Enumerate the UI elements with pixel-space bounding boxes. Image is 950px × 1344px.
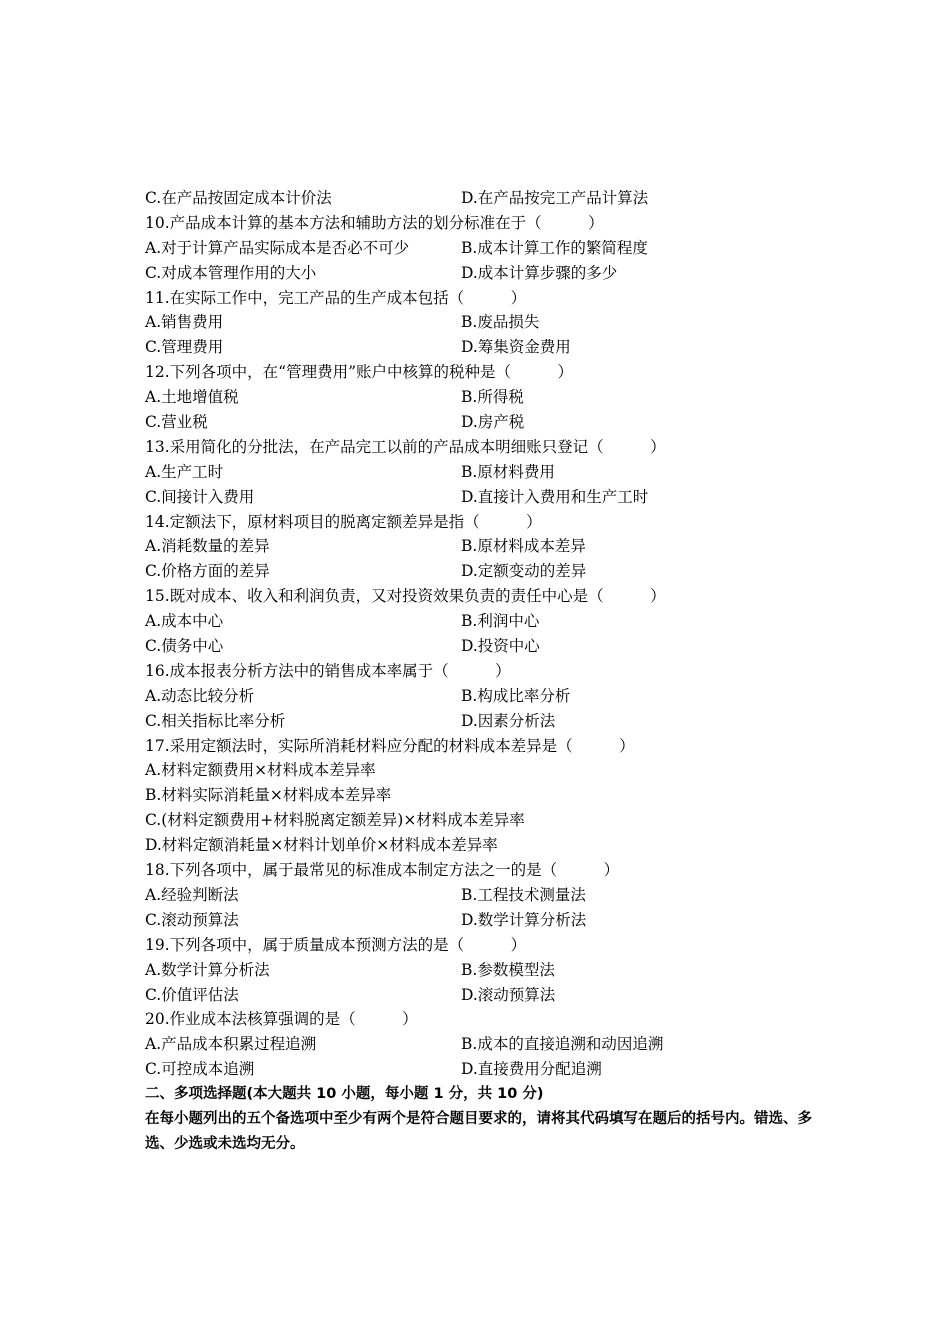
q13-option-c: C.间接计入费用 [145,487,255,506]
q19-option-b: B.参数模型法 [461,960,555,979]
q16-option-b: B.构成比率分析 [461,686,571,705]
q12-options-cd [145,410,815,435]
q18-option-b: B.工程技术测量法 [461,885,586,904]
q11-options-ab [145,310,815,335]
q19-option-d: D.滚动预算法 [461,985,556,1004]
q10-stem: 10.产品成本计算的基本方法和辅助方法的划分标准在于（ ） [145,213,604,232]
q17-option-c: C.(材料定额费用+材料脱离定额差异)×材料成本差异率 [145,811,525,830]
q20-options-cd [145,1057,815,1082]
exam-page [145,186,815,1157]
q15-option-b: B.利润中心 [461,612,540,631]
q14-option-b: B.原材料成本差异 [461,537,586,556]
q17-option-a: A.材料定额费用×材料成本差异率 [145,761,376,780]
q15-option-c: C.债务中心 [145,637,224,656]
q13-stem: 13.采用简化的分批法，在产品完工以前的产品成本明细账只登记（ ） [145,437,666,456]
q15-option-d: D.投资中心 [461,637,540,656]
q14-option-a: A.消耗数量的差异 [145,537,270,556]
q12-option-c: C.营业税 [145,413,208,432]
q10-option-c: C.对成本管理作用的大小 [145,263,317,282]
q11-option-c: C.管理费用 [145,338,224,357]
q18-option-a: A.经验判断法 [145,885,239,904]
q11-options-cd [145,335,815,360]
q18-option-c: C.滚动预算法 [145,910,239,929]
q12-options-ab [145,385,815,410]
q12-stem: 12.下列各项中，在“管理费用”账户中核算的税种是（ ） [145,363,574,382]
q20-option-a: A.产品成本积累过程追溯 [145,1035,317,1054]
q14-options-cd [145,559,815,584]
q14-options-ab [145,534,815,559]
q10-option-d: D.成本计算步骤的多少 [461,263,618,282]
q11-option-d: D.筹集资金费用 [461,338,571,357]
q19-options-cd [145,983,815,1008]
q19-option-a: A.数学计算分析法 [145,960,270,979]
q9-options-cd [145,186,815,211]
q20-option-c: C.可控成本追溯 [145,1060,255,1079]
q13-option-d: D.直接计入费用和生产工时 [461,487,649,506]
q14-stem: 14.定额法下，原材料项目的脱离定额差异是指（ ） [145,512,542,531]
q16-option-d: D.因素分析法 [461,711,556,730]
q15-options-cd [145,634,815,659]
q10-option-b: B.成本计算工作的繁简程度 [461,238,648,257]
q12-option-b: B.所得税 [461,388,524,407]
q10-option-a: A.对于计算产品实际成本是否必不可少 [145,238,410,257]
q18-options-ab [145,883,815,908]
q13-options-cd [145,485,815,510]
q11-stem: 11.在实际工作中，完工产品的生产成本包括（ ） [145,288,527,307]
q16-options-cd [145,709,815,734]
q19-option-c: C.价值评估法 [145,985,239,1004]
q19-stem: 19.下列各项中，属于质量成本预测方法的是（ ） [145,935,527,954]
q17-option-d: D.材料定额消耗量×材料计划单价×材料成本差异率 [145,836,498,855]
q13-option-b: B.原材料费用 [461,462,555,481]
q15-stem: 15.既对成本、收入和利润负责，又对投资效果负责的责任中心是（ ） [145,587,666,606]
q17-stem: 17.采用定额法时，实际所消耗材料应分配的材料成本差异是（ ） [145,736,635,755]
q10-options-ab [145,236,815,261]
q17-option-b: B.材料实际消耗量×材料成本差异率 [145,786,392,805]
q20-options-ab [145,1032,815,1057]
q15-options-ab [145,609,815,634]
q20-stem: 20.作业成本法核算强调的是（ ） [145,1010,418,1029]
q12-option-d: D.房产税 [461,413,525,432]
section-2-title: 二、多项选择题(本大题共 10 小题，每小题 1 分，共 10 分) [145,1086,544,1103]
q18-option-d: D.数学计算分析法 [461,910,587,929]
q18-options-cd [145,908,815,933]
q13-option-a: A.生产工时 [145,462,224,481]
q16-option-c: C.相关指标比率分析 [145,711,286,730]
q16-option-a: A.动态比较分析 [145,686,255,705]
q16-stem: 16.成本报表分析方法中的销售成本率属于（ ） [145,661,511,680]
q11-option-a: A.销售费用 [145,313,224,332]
q19-options-ab [145,958,815,983]
q20-option-b: B.成本的直接追溯和动因追溯 [461,1035,664,1054]
q18-stem: 18.下列各项中，属于最常见的标准成本制定方法之一的是（ ） [145,861,620,880]
q9-option-c: C.在产品按固定成本计价法 [145,189,332,207]
q16-options-ab [145,684,815,709]
q20-option-d: D.直接费用分配追溯 [461,1060,602,1079]
q9-option-d: D.在产品按完工产品计算法 [461,189,649,207]
q15-option-a: A.成本中心 [145,612,224,631]
q10-options-cd [145,261,815,286]
section-2-instructions: 在每小题列出的五个备选项中至少有两个是符合题目要求的，请将其代码填写在题后的括号内。错选、多选、少选或未选均无分。 [145,1110,812,1152]
q12-option-a: A.土地增值税 [145,388,239,407]
q14-option-d: D.定额变动的差异 [461,562,587,581]
q13-options-ab [145,460,815,485]
q11-option-b: B.废品损失 [461,313,540,332]
q14-option-c: C.价格方面的差异 [145,562,270,581]
